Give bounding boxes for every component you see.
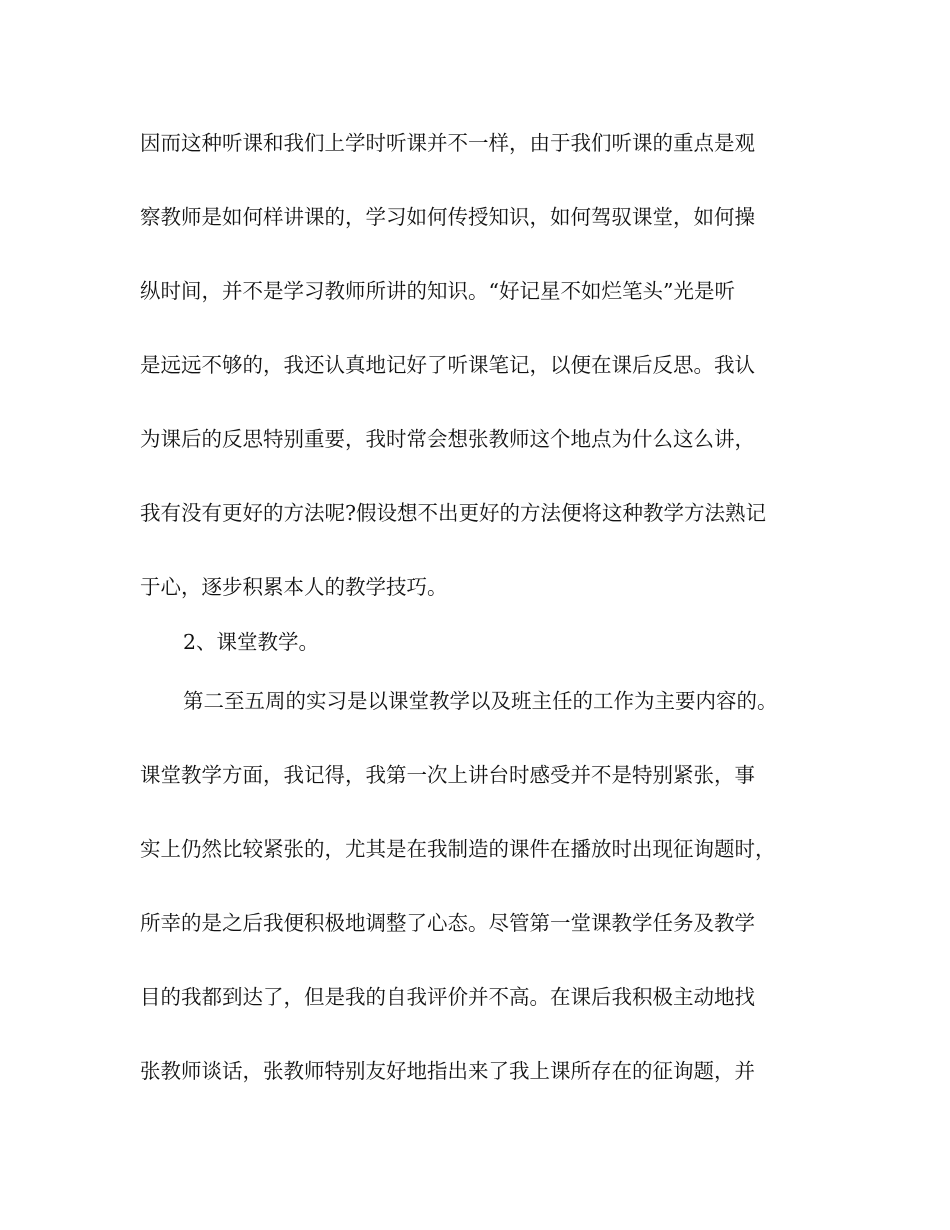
paragraph-line: 察教师是如何样讲课的，学习如何传授知识，如何驾驭课堂，如何操 [140, 205, 755, 229]
paragraph-line: 第二至五周的实习是以课堂教学以及班主任的工作为主要内容的。 [183, 689, 778, 713]
paragraph-line: 于心，逐步积累本人的教学技巧。 [140, 575, 448, 599]
section-heading: 2、课堂教学。 [183, 630, 320, 654]
paragraph-line: 目的我都到达了，但是我的自我评价并不高。在课后我积极主动地找 [140, 985, 755, 1009]
paragraph-line: 我有没有更好的方法呢?假设想不出更好的方法便将这种教学方法熟记 [140, 501, 766, 525]
paragraph-line: 纵时间，并不是学习教师所讲的知识。“好记星不如烂笔头”光是听 [140, 279, 735, 303]
paragraph-line: 课堂教学方面，我记得，我第一次上讲台时感受并不是特别紧张，事 [140, 763, 755, 787]
paragraph-line: 为课后的反思特别重要，我时常会想张教师这个地点为什么这么讲， [140, 427, 755, 451]
paragraph-line: 所幸的是之后我便积极地调整了心态。尽管第一堂课教学任务及教学 [140, 911, 755, 935]
paragraph-line: 因而这种听课和我们上学时听课并不一样，由于我们听课的重点是观 [140, 131, 755, 155]
paragraph-line: 张教师谈话，张教师特别友好地指出来了我上课所存在的征询题，并 [140, 1059, 755, 1083]
paragraph-line: 实上仍然比较紧张的，尤其是在我制造的课件在播放时出现征询题时， [140, 837, 776, 861]
paragraph-line: 是远远不够的，我还认真地记好了听课笔记，以便在课后反思。我认 [140, 353, 755, 377]
